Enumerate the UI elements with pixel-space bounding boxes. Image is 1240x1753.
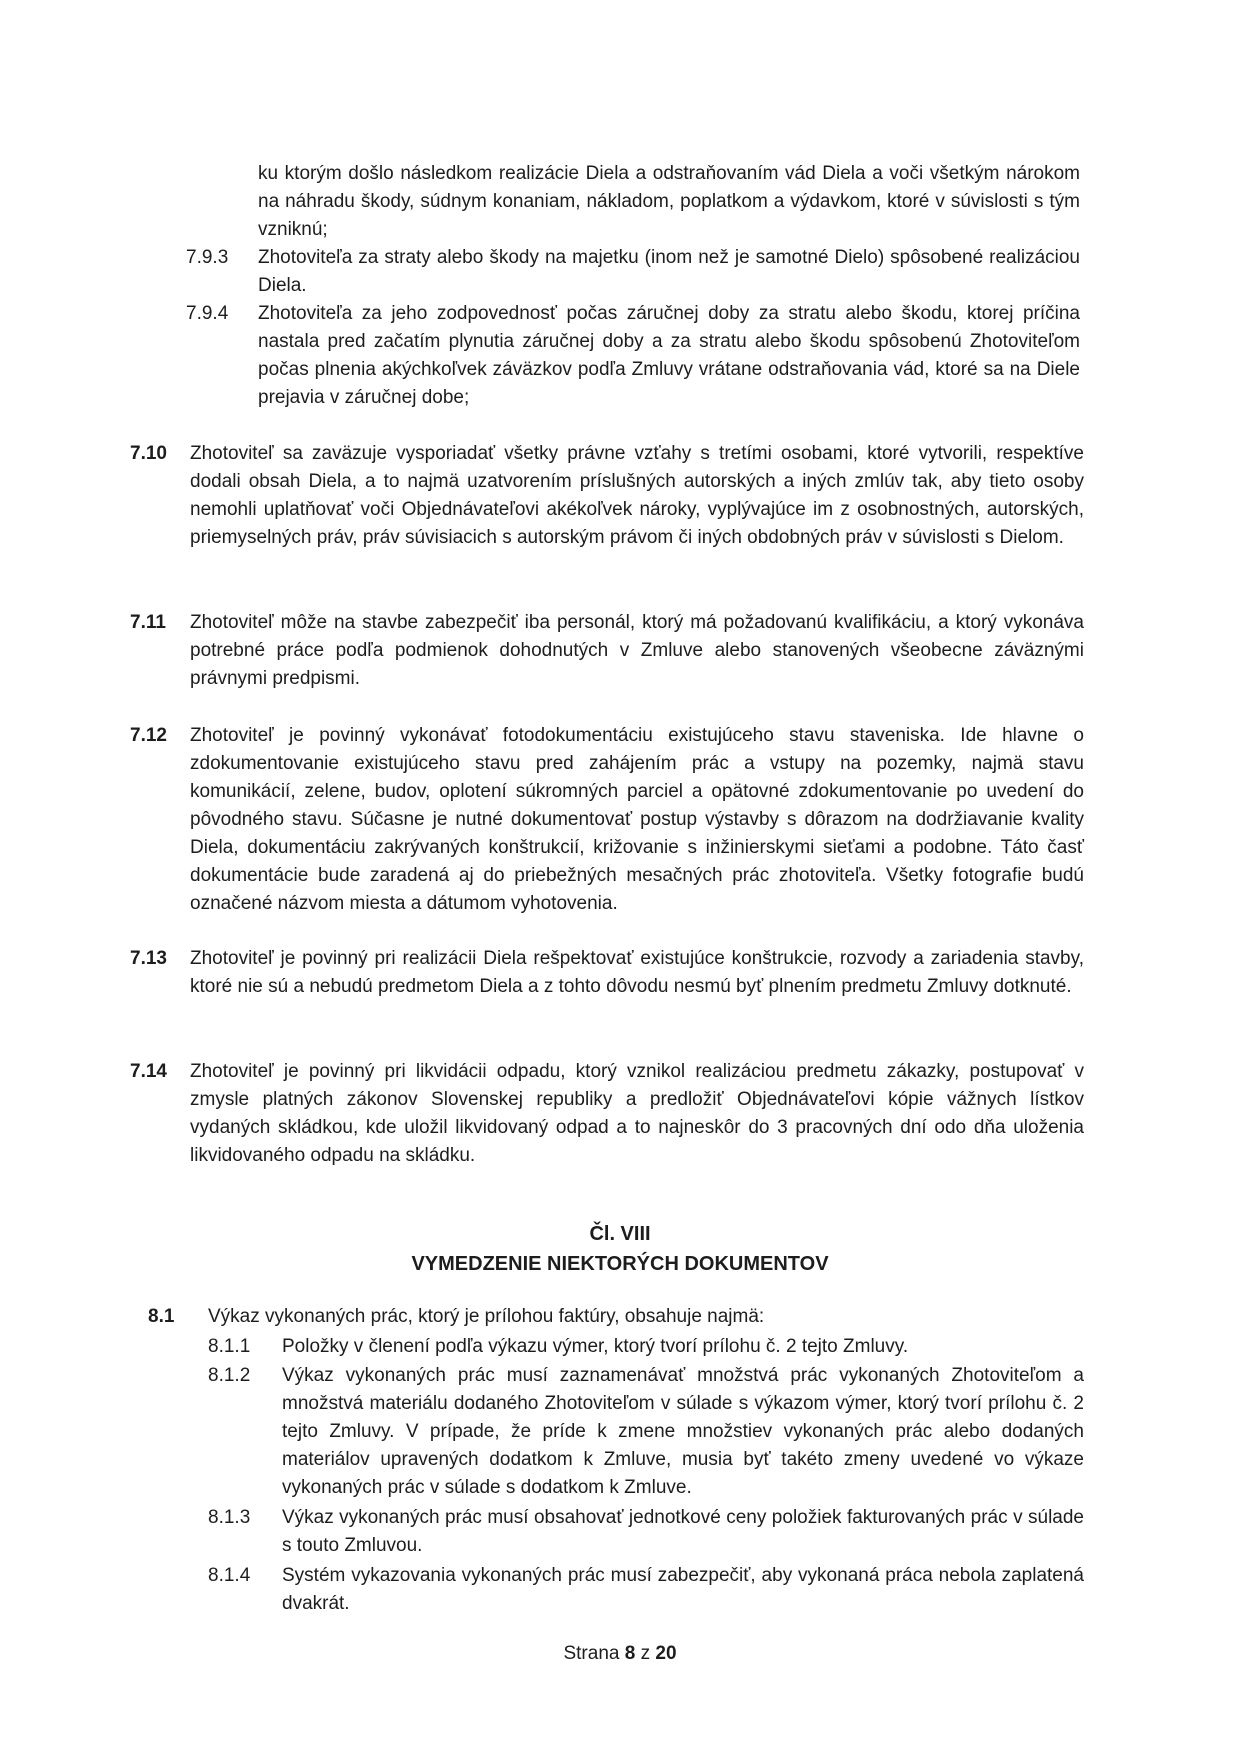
clause-number: 8.1.3 (208, 1507, 251, 1528)
clause-text: Výkaz vykonaných prác, ktorý je prílohou faktúry, obsahuje najmä: (208, 1306, 765, 1327)
footer-separator: z (640, 1643, 651, 1664)
page-footer (0, 1640, 1240, 1668)
clause-number: 8.1 (148, 1306, 175, 1327)
clause-8-1-1 (208, 1333, 1084, 1361)
clause-8-1-4 (208, 1562, 1084, 1618)
clause-number: 7.13 (130, 948, 167, 969)
clause-7-12 (130, 722, 1084, 918)
clause-text: Zhotoviteľ je povinný pri likvidácii odpadu, ktorý vznikol realizáciou predmetu zákazky, postupovať v zmysle platných zákonov Slovenskej republiky a predložiť Objednávateľovi kópie vážnych lístkov vydaných skládkou, kde uložil likvidovaný odpad a to najneskôr do 3 pracovných dní odo dňa uloženia likvidovaného odpadu na skládku. (190, 1061, 1084, 1166)
clause-8-1 (148, 1303, 1084, 1331)
article-title: VYMEDZENIE NIEKTORÝCH DOKUMENTOV (411, 1253, 829, 1275)
clause-7-13 (130, 945, 1084, 1001)
clause-text: Systém vykazovania vykonaných prác musí zabezpečiť, aby vykonaná práca nebola zaplatená dvakrát. (282, 1565, 1084, 1614)
clause-8-1-2 (208, 1362, 1084, 1502)
clause-number: 7.10 (130, 443, 167, 464)
clause-number: 7.9.4 (186, 303, 229, 324)
clause-7-11 (130, 609, 1084, 693)
clause-text: Zhotoviteľ sa zaväzuje vysporiadať všetky právne vzťahy s tretími osobami, ktoré vytvorili, respektíve dodali obsah Diela, a to najmä uzatvorením príslušných autorských a iných zmlúv tak, aby tieto osoby nemohli uplatňovať voči Objednávateľovi akékoľvek nároky, vyplývajúce im z osobnostných, autorských, priemyselných práv, práv súvisiacich s autorským právom či iných obdobných práv v súvislosti s Dielom. (190, 443, 1084, 548)
clause-number: 7.14 (130, 1061, 167, 1082)
footer-current-page: 8 (624, 1643, 636, 1664)
footer-prefix: Strana (563, 1643, 620, 1664)
clause-text: Zhotoviteľa za straty alebo škody na majetku (inom než je samotné Dielo) spôsobené realizáciou Diela. (258, 247, 1080, 296)
clause-text: Zhotoviteľa za jeho zodpovednosť počas záručnej doby za stratu alebo škodu, ktorej príčina nastala pred začatím plynutia záručnej doby a za stratu alebo škodu spôsobenú Zhotoviteľom počas plnenia akýchkoľvek záväzkov podľa Zmluvy vrátane odstraňovania vád, ktoré sa na Diele prejavia v záručnej dobe; (258, 303, 1080, 408)
clause-number: 8.1.4 (208, 1565, 251, 1586)
clause-text: Výkaz vykonaných prác musí zaznamenávať množstvá prác vykonaných Zhotoviteľom a množstvá materiálu dodaného Zhotoviteľom v súlade s výkazom výmer, ktorý tvorí prílohu č. 2 tejto Zmluvy. V prípade, že príde k zmene množstiev vykonaných prác alebo dodaných materiálov upravených dodatkom k Zmluve, musia byť takéto zmeny uvedené vo výkaze vykonaných prác v súlade s dodatkom k Zmluve. (282, 1365, 1084, 1498)
clause-text: Výkaz vykonaných prác musí obsahovať jednotkové ceny položiek fakturovaných prác v súlade s touto Zmluvou. (282, 1507, 1084, 1556)
clause-7-10 (130, 440, 1084, 552)
clause-text: Zhotoviteľ je povinný pri realizácii Diela rešpektovať existujúce konštrukcie, rozvody a zariadenia stavby, ktoré nie sú a nebudú predmetom Diela a z tohto dôvodu nesmú byť plnením predmetu Zmluvy dotknuté. (190, 948, 1084, 997)
clause-7-9-4 (186, 300, 1080, 412)
article-number: Čl. VIII (589, 1223, 651, 1245)
clause-text: Položky v členení podľa výkazu výmer, ktorý tvorí prílohu č. 2 tejto Zmluvy. (282, 1336, 909, 1357)
clause-7-9-3 (186, 244, 1080, 300)
clause-7-14 (130, 1058, 1084, 1170)
paragraph-7-9-2-continuation (258, 160, 1080, 244)
clause-number: 8.1.2 (208, 1365, 251, 1386)
clause-number: 7.9.3 (186, 247, 229, 268)
footer-total-pages: 20 (655, 1643, 677, 1664)
paragraph-text: ku ktorým došlo následkom realizácie Diela a odstraňovaním vád Diela a voči všetkým nárokom na náhradu škody, súdnym konaniam, nákladom, poplatkom a výdavkom, ktoré v súvislosti s tým vzniknú; (258, 163, 1080, 240)
clause-text: Zhotoviteľ je povinný vykonávať fotodokumentáciu existujúceho stavu staveniska. Ide hlavne o zdokumentovanie existujúceho stavu pred zahájením prác a vstupy na pozemky, najmä stavu komunikácií, zelene, budov, oplotení súkromných parciel a opätovné zdokumentovanie po uvedení do pôvodného stavu. Súčasne je nutné dokumentovať postup výstavby s dôrazom na dodržiavanie kvality Diela, dokumentáciu zakrývaných konštrukcií, križovanie s inžinierskymi sieťami a podobne. Táto časť dokumentácie bude zaradená aj do priebežných mesačných prác zhotoviteľa. Všetky fotografie budú označené názvom miesta a dátumom vyhotovenia. (190, 725, 1084, 914)
clause-8-1-3 (208, 1504, 1084, 1560)
clause-number: 8.1.1 (208, 1336, 251, 1357)
clause-number: 7.11 (130, 612, 166, 633)
clause-text: Zhotoviteľ môže na stavbe zabezpečiť iba personál, ktorý má požadovanú kvalifikáciu, a ktorý vykonáva potrebné práce podľa podmienok dohodnutých v Zmluve alebo stanovených všeobecne záväznými právnymi predpismi. (190, 612, 1084, 689)
clause-number: 7.12 (130, 725, 167, 746)
